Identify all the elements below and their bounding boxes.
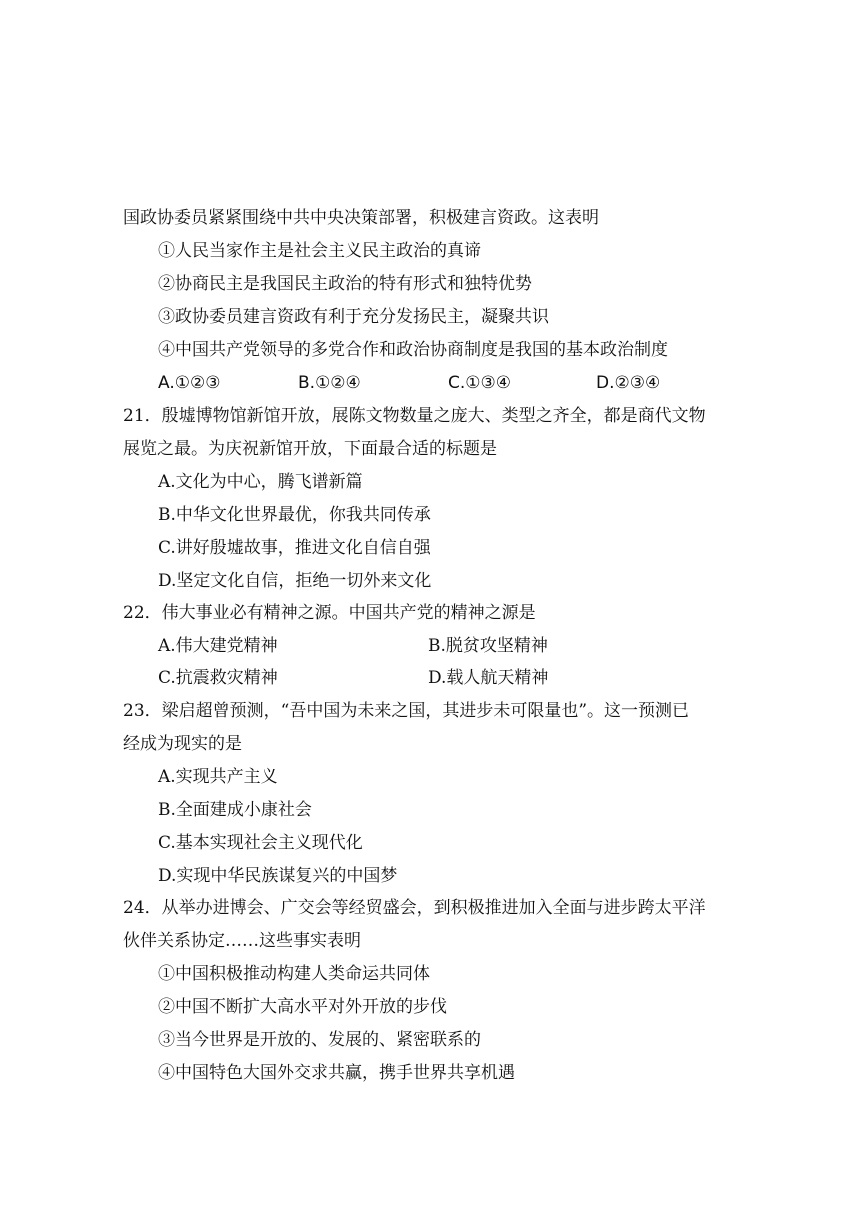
q23-option-d: D.实现中华民族谋复兴的中国梦 (158, 866, 398, 886)
q20-item-3: ③政协委员建言资政有利于充分发扬民主，凝聚共识 (158, 307, 549, 327)
q22-stem: 22．伟大事业必有精神之源。中国共产党的精神之源是 (123, 603, 536, 623)
q24-stem-line-2: 伙伴关系协定……这些事实表明 (123, 931, 361, 951)
q22-option-a: A.伟大建党精神 (158, 636, 278, 656)
q21-option-a: A.文化为中心，腾飞谱新篇 (158, 472, 363, 492)
q23-stem-line-1: 23．梁启超曾预测，“吾中国为未来之国，其进步未可限量也”。这一预测已 (123, 701, 690, 721)
q20-choice-b: B.①②④ (298, 373, 361, 393)
q21-option-c: C.讲好殷墟故事，推进文化自信自强 (158, 538, 431, 558)
q21-stem-line-2: 展览之最。为庆祝新馆开放，下面最合适的标题是 (123, 439, 497, 459)
q20-choice-c: C.①③④ (448, 373, 511, 393)
q22-option-b: B.脱贫攻坚精神 (428, 636, 548, 656)
q20-item-1: ①人民当家作主是社会主义民主政治的真谛 (158, 241, 481, 261)
q20-choice-d: D.②③④ (596, 373, 661, 393)
q24-stem-line-1: 24．从举办进博会、广交会等经贸盛会，到积极推进加入全面与进步跨太平洋 (123, 898, 706, 918)
q23-option-b: B.全面建成小康社会 (158, 800, 312, 820)
q20-item-2: ②协商民主是我国民主政治的特有形式和独特优势 (158, 274, 532, 294)
q23-option-a: A.实现共产主义 (158, 767, 278, 787)
q20-item-4: ④中国共产党领导的多党合作和政治协商制度是我国的基本政治制度 (158, 340, 668, 360)
q24-item-2: ②中国不断扩大高水平对外开放的步伐 (158, 997, 447, 1017)
q22-option-d: D.载人航天精神 (428, 668, 549, 688)
q20-stem-tail: 国政协委员紧紧围绕中共中央决策部署，积极建言资政。这表明 (123, 208, 599, 228)
q24-item-3: ③当今世界是开放的、发展的、紧密联系的 (158, 1030, 481, 1050)
q20-choice-a: A.①②③ (158, 373, 221, 393)
q21-stem-line-1: 21．殷墟博物馆新馆开放，展陈文物数量之庞大、类型之齐全，都是商代文物 (123, 406, 706, 426)
q24-item-4: ④中国特色大国外交求共赢，携手世界共享机遇 (158, 1063, 515, 1083)
q22-option-c: C.抗震救灾精神 (158, 668, 278, 688)
q21-option-d: D.坚定文化自信，拒绝一切外来文化 (158, 571, 432, 591)
q21-option-b: B.中华文化世界最优，你我共同传承 (158, 505, 431, 525)
q23-option-c: C.基本实现社会主义现代化 (158, 833, 363, 853)
q23-stem-line-2: 经成为现实的是 (123, 734, 242, 754)
q24-item-1: ①中国积极推动构建人类命运共同体 (158, 964, 430, 984)
